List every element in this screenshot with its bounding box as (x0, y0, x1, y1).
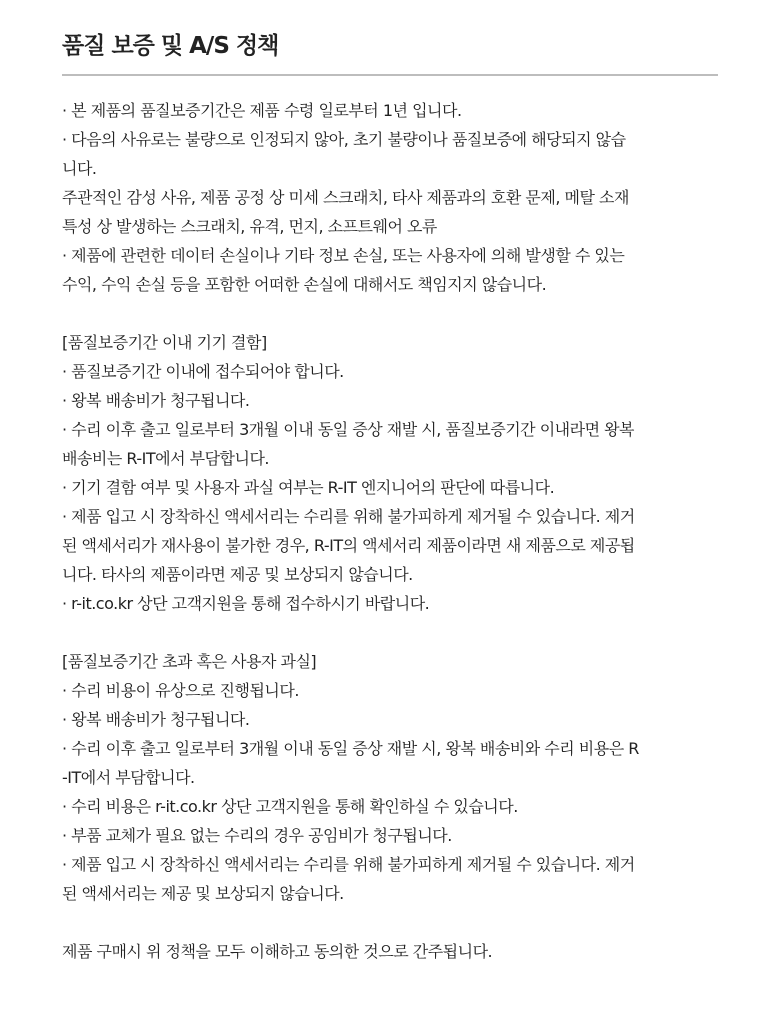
policy-line: 니다. (62, 159, 97, 178)
policy-line: · 기기 결함 여부 및 사용자 과실 여부는 R-IT 엔지니어의 판단에 따릅니다. (62, 478, 555, 497)
policy-line: -IT에서 부담합니다. (62, 768, 195, 787)
policy-line: 특성 상 발생하는 스크래치, 유격, 먼지, 소프트웨어 오류 (62, 217, 437, 236)
policy-line: · 제품 입고 시 장착하신 액세서리는 수리를 위해 불가피하게 제거될 수 있습니다. 제거 (62, 507, 635, 526)
policy-page (62, 0, 718, 966)
paragraph-gap (62, 908, 718, 937)
section-heading: [품질보증기간 이내 기기 결함] (62, 333, 267, 352)
policy-line: · 부품 교체가 필요 없는 수리의 경우 공임비가 청구됩니다. (62, 826, 452, 845)
closing-statement: 제품 구매시 위 정책을 모두 이해하고 동의한 것으로 간주됩니다. (62, 942, 493, 961)
section-heading: [품질보증기간 초과 혹은 사용자 과실] (62, 652, 317, 671)
policy-line: 니다. 타사의 제품이라면 제공 및 보상되지 않습니다. (62, 565, 413, 584)
policy-line: · 수리 이후 출고 일로부터 3개월 이내 동일 증상 재발 시, 품질보증기간 이내라면 왕복 (62, 420, 635, 439)
policy-line: · 본 제품의 품질보증기간은 제품 수령 일로부터 1년 입니다. (62, 101, 462, 120)
paragraph-gap (62, 299, 718, 328)
policy-line: · r-it.co.kr 상단 고객지원을 통해 접수하시기 바랍니다. (62, 594, 430, 613)
page-title: 품질 보증 및 A/S 정책 (62, 33, 279, 59)
policy-line: · 제품에 관련한 데이터 손실이나 기타 정보 손실, 또는 사용자에 의해 발생할 수 있는 (62, 246, 625, 265)
policy-line: 배송비는 R-IT에서 부담합니다. (62, 449, 270, 468)
policy-line: · 왕복 배송비가 청구됩니다. (62, 391, 250, 410)
policy-line: · 수리 비용은 r-it.co.kr 상단 고객지원을 통해 확인하실 수 있습니다. (62, 797, 518, 816)
policy-line: 수익, 수익 손실 등을 포함한 어떠한 손실에 대해서도 책임지지 않습니다. (62, 275, 547, 294)
policy-line: · 다음의 사유로는 불량으로 인정되지 않아, 초기 불량이나 품질보증에 해당되지 않습 (62, 130, 626, 149)
policy-line: · 제품 입고 시 장착하신 액세서리는 수리를 위해 불가피하게 제거될 수 있습니다. 제거 (62, 855, 635, 874)
policy-line: 주관적인 감성 사유, 제품 공정 상 미세 스크래치, 타사 제품과의 호환 문제, 메탈 소재 (62, 188, 629, 207)
policy-line: · 품질보증기간 이내에 접수되어야 합니다. (62, 362, 344, 381)
policy-line: · 수리 비용이 유상으로 진행됩니다. (62, 681, 299, 700)
policy-line: · 수리 이후 출고 일로부터 3개월 이내 동일 증상 재발 시, 왕복 배송비와 수리 비용은 R (62, 739, 639, 758)
title-divider (62, 74, 718, 76)
paragraph-gap (62, 618, 718, 647)
policy-line: 된 액세서리는 제공 및 보상되지 않습니다. (62, 884, 344, 903)
policy-body (62, 96, 718, 966)
policy-line: 된 액세서리가 재사용이 불가한 경우, R-IT의 액세서리 제품이라면 새 제품으로 제공됩 (62, 536, 635, 555)
policy-line: · 왕복 배송비가 청구됩니다. (62, 710, 250, 729)
